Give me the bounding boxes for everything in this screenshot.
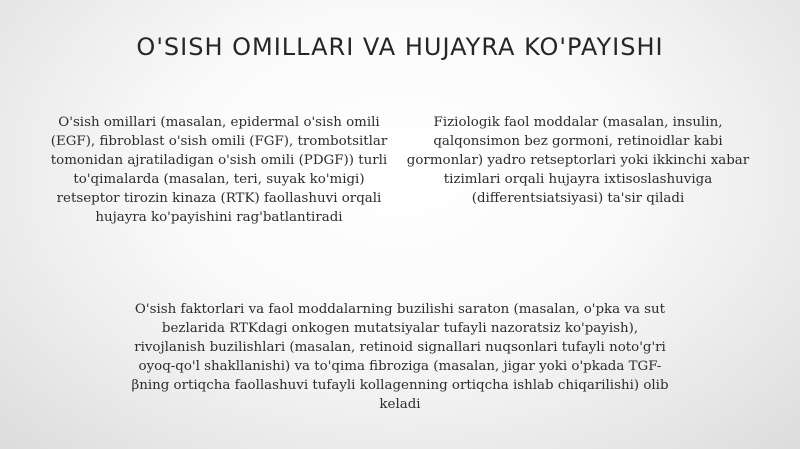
left-text-block: O'sish omillari (masalan, epidermal o'sish omili (EGF), fibroblast o'sish omili (FGF), trombotsitlar tomonidan ajratiladigan o'sish omili (PDGF)) turli to'qimalarda (masalan, teri, suyak ko'migi) retseptor tirozin kinaza (RTK) faollashuvi orqali hujayra ko'payishini rag'batlantiradi (50, 115, 388, 225)
bottom-text-block: O'sish faktorlari va faol moddalarning buzilishi saraton (masalan, o'pka va sut bezlarida RTKdagi onkogen mutatsiyalar tufayli nazoratsiz ko'payish), rivojlanish buzilishlari (masalan, retinoid signallari nuqsonlari tufayli noto'g'ri oyoq-qo'l shakllanishi) va to'qima fibroziga (masalan, jigar yoki o'pkada TGF-βning ortiqcha faollashuvi tufayli kollagenning ortiqcha ishlab chiqarilishi) olib keladi (131, 302, 669, 412)
slide-title: O'SISH OMILLARI VA HUJAYRA KO'PAYISHI (136, 33, 664, 61)
right-text-block: Fiziologik faol moddalar (masalan, insulin, qalqonsimon bez gormoni, retinoidlar kabi gormonlar) yadro retseptorlari yoki ikkinchi xabar tizimlari orqali hujayra ixtisoslashuviga (differentsiatsiyasi) ta'sir qiladi (406, 115, 750, 206)
